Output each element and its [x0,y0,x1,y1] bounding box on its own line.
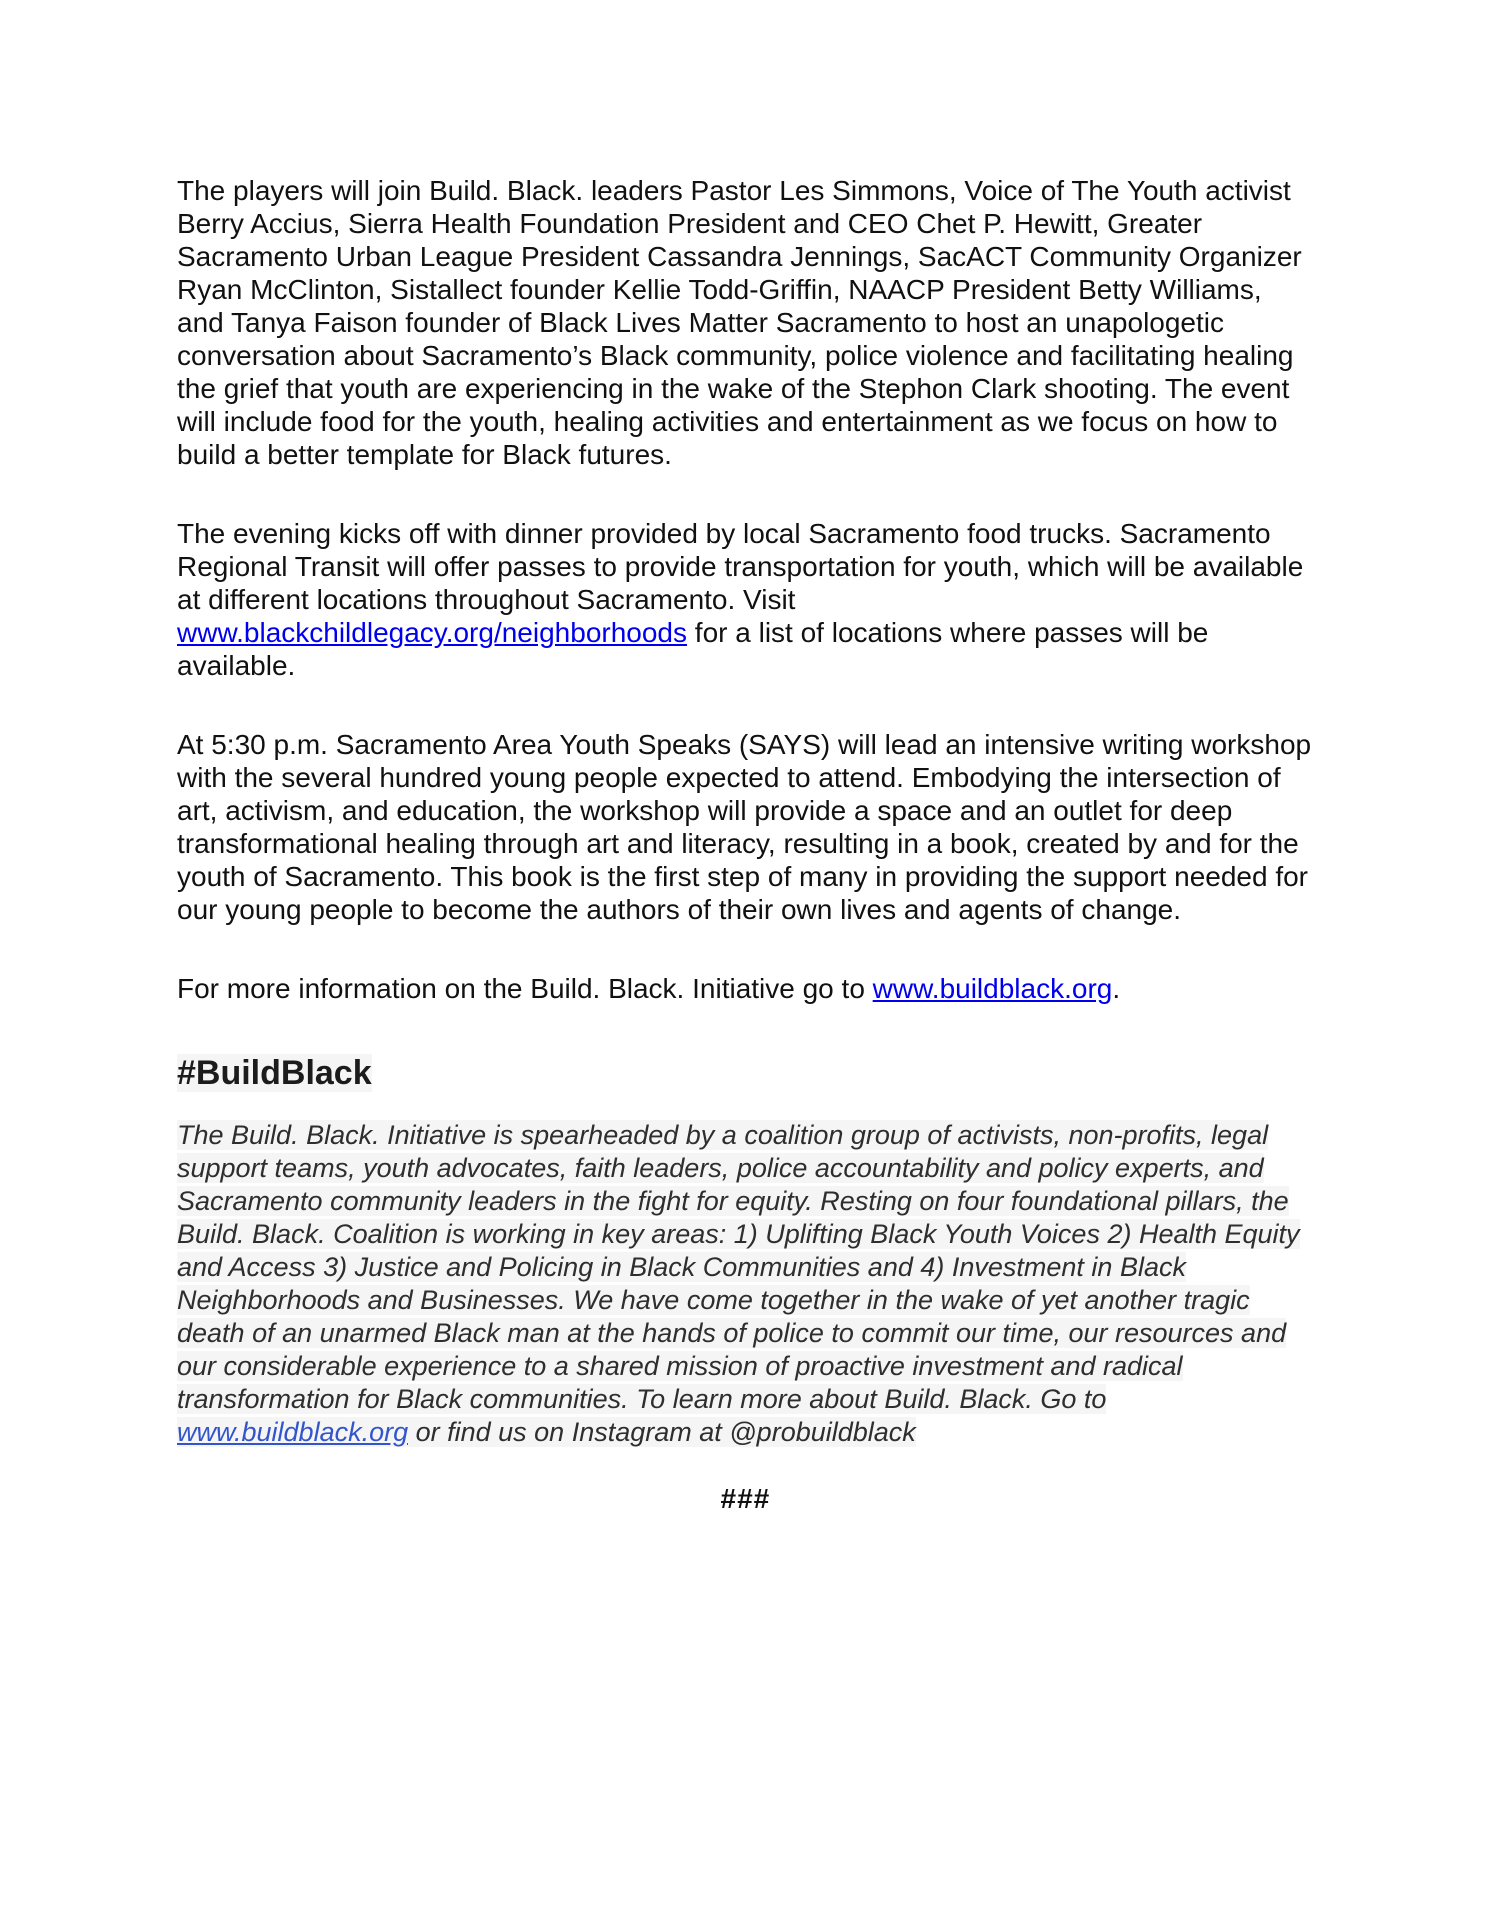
text-run: ### [720,1483,770,1514]
text-run: for a list of locations where passes will be available. [177,617,1209,681]
paragraph-evening [177,517,1313,682]
paragraph-players [177,174,1313,471]
text-run: . [1112,973,1121,1004]
text-run: The players will join Build. Black. leaders Pastor Les Simmons, Voice of The Youth activist Berry Accius, Sierra Health Foundation President and CEO Chet P. Hewitt, Greater Sacramento Urban League President Cassandra Jennings, SacACT Community Organizer Ryan McClinton, Sistallect founder Kellie Todd-Griffin, NAACP President Betty Williams, and Tanya Faison founder of Black Lives Matter Sacramento to host an unapologetic conversation about Sacramento’s Black community, police violence and facilitating healing the grief that youth are experiencing in the wake of the Stephon Clark shooting. The event will include food for the youth, healing activities and entertainment as we focus on how to build a better template for Black futures. [177,175,1302,470]
text-run: At 5:30 p.m. Sacramento Area Youth Speaks (SAYS) will lead an intensive writing workshop with the several hundred young people expected to attend. Embodying the intersection of art, activism, and education, the workshop will provide a space and an outlet for deep transformational healing through art and literacy, resulting in a book, created by and for the youth of Sacramento. This book is the first step of many in providing the support needed for our young people to become the authors of their own lives and agents of change. [177,729,1312,925]
text-run: For more information on the Build. Black. Initiative go to [177,973,873,1004]
link-blackchildlegacy-neighborhoods[interactable]: www.blackchildlegacy.org/neighborhoods [177,617,688,648]
end-mark [177,1483,1313,1515]
text-run: or find us on Instagram at @probuildblack [408,1417,916,1447]
paragraph-says-workshop [177,728,1313,926]
text-run: #BuildBlack [177,1054,372,1092]
paragraph-about-initiative [177,1119,1313,1449]
link-buildblack-footer[interactable]: www.buildblack.org [177,1417,409,1447]
hashtag-heading [177,1051,1313,1095]
text-run: The Build. Black. Initiative is spearheaded by a coalition group of activists, non-profits, legal support teams, youth advocates, faith leaders, police accountability and policy experts, and Sacramento community leaders in the fight for equity. Resting on four foundational pillars, the Build. Black. Coalition is working in key areas: 1) Uplifting Black Youth Voices 2) Health Equity and Access 3) Justice and Policing in Black Communities and 4) Investment in Black Neighborhoods and Businesses. We have come together in the wake of yet another tragic death of an unarmed Black man at the hands of police to commit our time, our resources and our considerable experience to a shared mission of proactive investment and radical transformation for Black communities. To learn more about Build. Black. Go to [177,1120,1300,1414]
link-buildblack[interactable]: www.buildblack.org [872,973,1113,1004]
text-run: The evening kicks off with dinner provided by local Sacramento food trucks. Sacramento Regional Transit will offer passes to provide transportation for youth, which will be available at different locations throughout Sacramento. Visit [177,518,1304,615]
paragraph-more-info [177,972,1313,1005]
document-content [177,174,1313,1515]
